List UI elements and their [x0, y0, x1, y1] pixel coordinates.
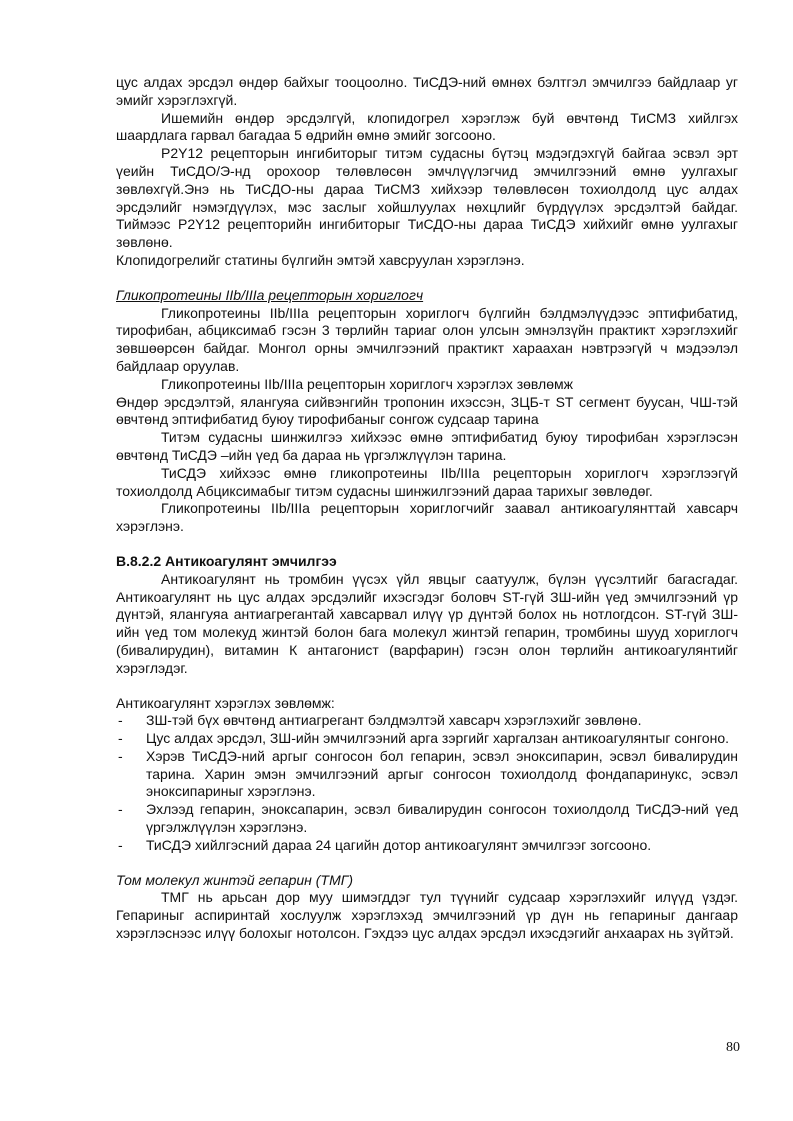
paragraph: ТМГ нь арьсан дор муу шимэгддэг тул түүнийг судсаар хэрэглэхийг илүүд үздэг. Гепариныг аспиринтай хослуулж хэрэглэхэд эмчилгээний үр дүн нь гепариныг дангаар хэрэглэснээс илүү болохыг нотолсон. Гэхдээ цус алдах эрсдэл ихэсдэгийг анхаарах нь зүйтэй.	[116, 889, 738, 942]
paragraph: Клопидогрелийг статины бүлгийн эмтэй хавсруулан хэрэглэнэ.	[116, 251, 525, 268]
section-heading-anticoagulant: В.8.2.2 Антикоагулянт эмчилгээ	[116, 552, 337, 569]
recommendation-title: Антикоагулянт хэрэглэх зөвлөмж:	[116, 694, 335, 711]
list-item: - Цус алдах эрсдэл, ЗШ-ийн эмчилгээний арга зэргийг харгалзан антикоагулянтыг сонгоно.	[116, 730, 738, 748]
recommendation-list	[116, 712, 738, 854]
paragraph: Ишемийн өндөр эрсдэлгүй, клопидогрел хэрэглэж буй өвчтөнд ТиСМЗ хийлгэх шаардлага гарвал багадаа 5 өдрийн өмнө эмийг зогсооно.	[116, 109, 738, 144]
spacer	[116, 536, 738, 553]
spacer	[116, 678, 738, 695]
spacer	[116, 855, 738, 872]
paragraph: цус алдах эрсдэл өндөр байхыг тооцоолно. ТиСДЭ-ний өмнөх бэлтгэл эмчилгээ байдлаар уг эмийг хэрэглэхгүй.	[116, 74, 738, 108]
list-item: - ТиСДЭ хийлгэсний дараа 24 цагийн дотор антикоагулянт эмчилгээг зогсооно.	[116, 837, 738, 855]
section-heading-glycoprotein: Гликопротеины IIb/IIIa рецепторын хориглогч	[116, 286, 424, 303]
spacer	[116, 270, 738, 287]
list-item: - Эхлээд гепарин, эноксапарин, эсвэл бивалирудин сонгосон тохиолдолд ТиСДЭ-ний үед үргэлжлүүлэн хэрэглэнэ.	[116, 801, 738, 837]
section-heading-heparin: Том молекул жинтэй гепарин (ТМГ)	[116, 871, 354, 888]
list-item: - Хэрэв ТиСДЭ-ний аргыг сонгосон бол гепарин, эсвэл эноксипарин, эсвэл бивалирудин тарина. Харин эмэн эмчилгээний аргыг сонгосон тохиолдолд фондапаринукс, эсвэл эноксипариныг хэрэглэнэ.	[116, 748, 738, 801]
paragraph: P2Y12 рецепторын ингибиторыг титэм судасны бүтэц мэдэгдэхгүй байгаа эсвэл эрт үеийн ТиСДО/Э-нд орохоор төлөвлөсөн эмчлүүлэгчид эмчилгээний өмнө уулгахыг зөвлөхгүй.Энэ нь ТиСДО-ны дараа ТиСМЗ хийхээр төлөвлөсөн тохиолдолд цус алдах эрсдэлийг нэмэгдүүлэх, мэс заслыг хойшлуулах нөхцлийг бүрдүүлэх эрсдэлтэй байдаг. Тиймээс P2Y12 рецепторийн ингибиторыг ТиСДО-ны дараа ТиСДЭ хийхийг өмнө уулгахыг зөвлөнө.	[116, 145, 738, 251]
paragraph: Гликопротеины IIb/IIIa рецепторын хориглогч бүлгийн бэлдмэлүүдээс эптифибатид, тирофибан, абциксимаб гэсэн 3 төрлийн тариаг олон улсын эмнэлзүйн практикт хэрэглэхийг зөвшөөрсөн байдаг. Монгол орны эмчилгээний практикт хараахан нэвтрээгүй ч мэдээлэл байдлаар оруулав.	[116, 304, 738, 374]
paragraph: ТиСДЭ хийхээс өмнө гликопротеины IIb/IIIa рецепторын хориглогч хэрэглээгүй тохиолдолд Абциксимабыг титэм судасны шинжилгээний дараа тарихыг зөвлөдөг.	[116, 464, 738, 499]
paragraph: Антикоагулянт нь тромбин үүсэх үйл явцыг саатуулж, бүлэн үүсэлтийг багасгадаг. Антикоагулянт нь цус алдах эрсдэлийг ихэсгэдэг боловч ST-гүй ЗШ-ийн үед эмчилгээний үр дүнтэй, ялангуяа антиагрегантай хавсарвал илүү үр дүнтэй болох нь нотлогдсон. ST-гүй ЗШ-ийн үед том молекуд жинтэй болон бага молекул жинтэй гепарин, тромбины шууд хориглогч (бивалирудин), витамин К антагонист (варфарин) гэсэн олон төрлийн антикоагулянтийг хэрэглэдэг.	[116, 570, 738, 676]
paragraph: Титэм судасны шинжилгээ хийхээс өмнө эптифибатид буюу тирофибан хэрэглэсэн өвчтөнд ТиСДЭ –ийн үед ба дараа нь үргэлжлүүлэн тарина.	[116, 429, 738, 463]
paragraph: Өндөр эрсдэлтэй, ялангуяа сийвэнгийн тропонин ихэссэн, ЗЦБ-т ST сегмент буусан, ЧШ-тэй өвчтөнд эптифибатид буюу тирофибаныг сонгож судсаар тарина	[116, 393, 738, 428]
page-content	[116, 74, 738, 943]
paragraph: Гликопротеины IIb/IIIa рецепторын хориглогч хэрэглэх зөвлөмж	[161, 375, 573, 392]
paragraph: Гликопротеины IIb/IIIa рецепторын хориглогчийг заавал антикоагулянттай хавсарч хэрэглэнэ.	[116, 500, 738, 535]
list-item: - ЗШ-тэй бүх өвчтөнд антиагрегант бэлдмэлтэй хавсарч хэрэглэхийг зөвлөнө.	[116, 712, 738, 730]
page-number: 80	[726, 1040, 740, 1055]
